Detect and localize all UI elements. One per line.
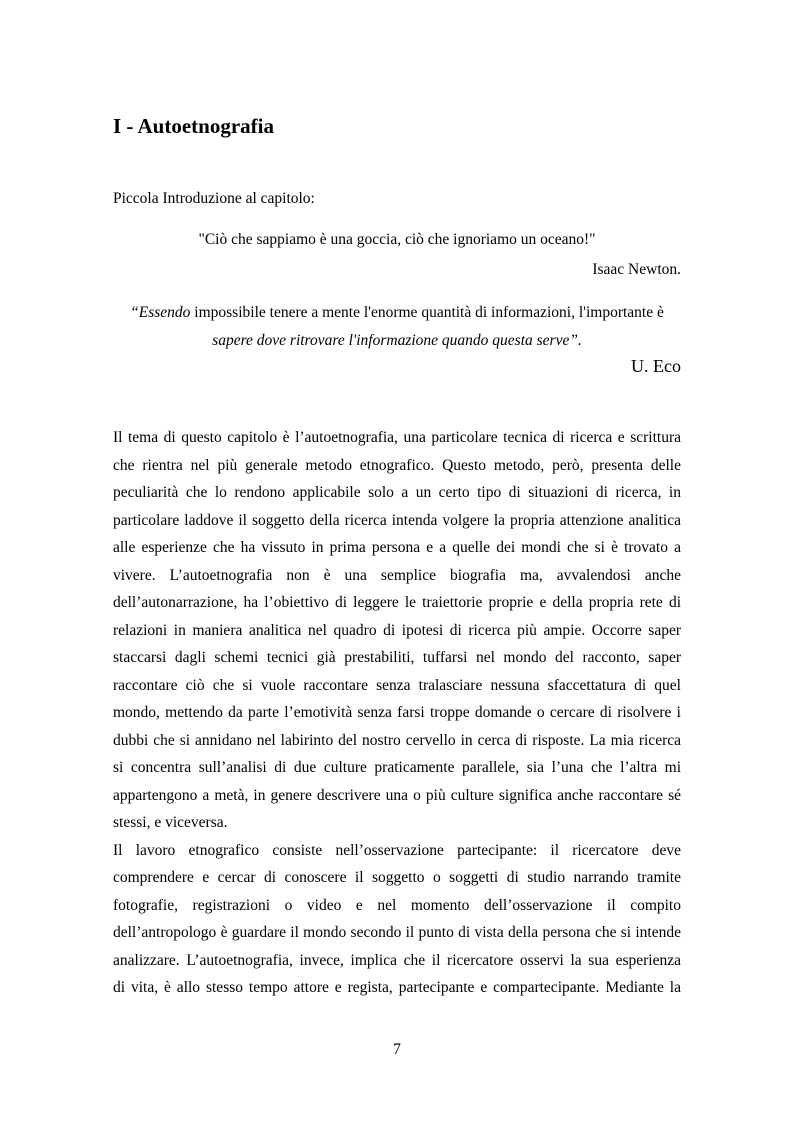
quote-newton: "Ciò che sappiamo è una goccia, ciò che ignoriamo un oceano!" (198, 231, 596, 248)
intro-label: Piccola Introduzione al capitolo: (113, 190, 315, 207)
chapter-title: I - Autoetnografia (113, 114, 274, 138)
body-line: si concentra sull’analisi di due culture praticamente parallele, sia l’una che l’altra mi (113, 759, 681, 776)
body-line: relazioni in maniera analitica nel quadro di ipotesi di ricerca più ampie. Occorre saper (113, 621, 681, 639)
body-line: comprendere e cercar di conoscere il soggetto o soggetti di studio narrando tramite (113, 869, 681, 886)
quote-eco-italic-start: “Essendo (130, 304, 191, 321)
body-line: dell’autonarrazione, ha l’obiettivo di leggere le traiettorie proprie e della propria rete di (113, 594, 681, 611)
quote-eco-line-1 (113, 299, 681, 327)
body-line: stessi, e viceversa. (113, 814, 228, 831)
quote-eco-line-2 (113, 327, 681, 355)
body-line: particolare laddove il soggetto della ricerca intenda volgere la propria attenzione analitica (113, 511, 681, 529)
body-line: appartengono a metà, in genere descrivere una o più culture significa anche raccontare sé (113, 786, 681, 804)
body-line: vivere. L’autoetnografia non è una semplice biografia ma, avvalendosi anche (113, 566, 681, 584)
body-line: staccarsi dagli schemi tecnici già prestabiliti, tuffarsi nel mondo del racconto, saper (113, 649, 681, 666)
body-line: che rientra nel più generale metodo etnografico. Questo metodo, però, presenta delle (113, 456, 681, 474)
quote-eco-author: U. Eco (631, 356, 681, 376)
body-line: dubbi che si annidano nel labirinto del nostro cervello in cerca di risposte. La mia ricerca (113, 731, 681, 749)
body-line: di vita, è allo stesso tempo attore e regista, partecipante e compartecipante. Mediante la (113, 979, 681, 996)
body-text (113, 424, 681, 1002)
page-number: 7 (393, 1041, 401, 1058)
quote-eco-line-1-rest: impossibile tenere a mente l'enorme quantità di informazioni, l'importante è (190, 304, 664, 321)
body-line: analizzare. L’autoetnografia, invece, implica che il ricercatore osservi la sua esperienza (113, 951, 681, 969)
quote-eco-italic-end: sapere dove ritrovare l'informazione quando questa serve”. (212, 332, 582, 349)
body-line: Il tema di questo capitolo è l’autoetnografia, una particolare tecnica di ricerca e scrittura (113, 429, 681, 446)
body-line: mondo, mettendo da parte l’emotività senza farsi troppe domande o cercare di risolvere i (113, 704, 681, 721)
body-line: Il lavoro etnografico consiste nell’osservazione partecipante: il ricercatore deve (113, 841, 681, 859)
quote-eco (113, 299, 681, 355)
body-line: peculiarità che lo rendono applicabile solo a un certo tipo di situazioni di ricerca, in (113, 484, 681, 501)
body-line: raccontare ciò che si vuole raccontare senza tralasciare nessuna sfaccettatura di quel (113, 676, 681, 694)
body-line: alle esperienze che ha vissuto in prima persona e a quelle dei mondi che si è trovato a (113, 539, 681, 556)
body-line: dell’antropologo è guardare il mondo secondo il punto di vista della persona che si intende (113, 924, 681, 941)
quote-newton-author: Isaac Newton. (592, 261, 681, 278)
body-line: fotografie, registrazioni o video e nel momento dell’osservazione il compito (113, 896, 681, 914)
